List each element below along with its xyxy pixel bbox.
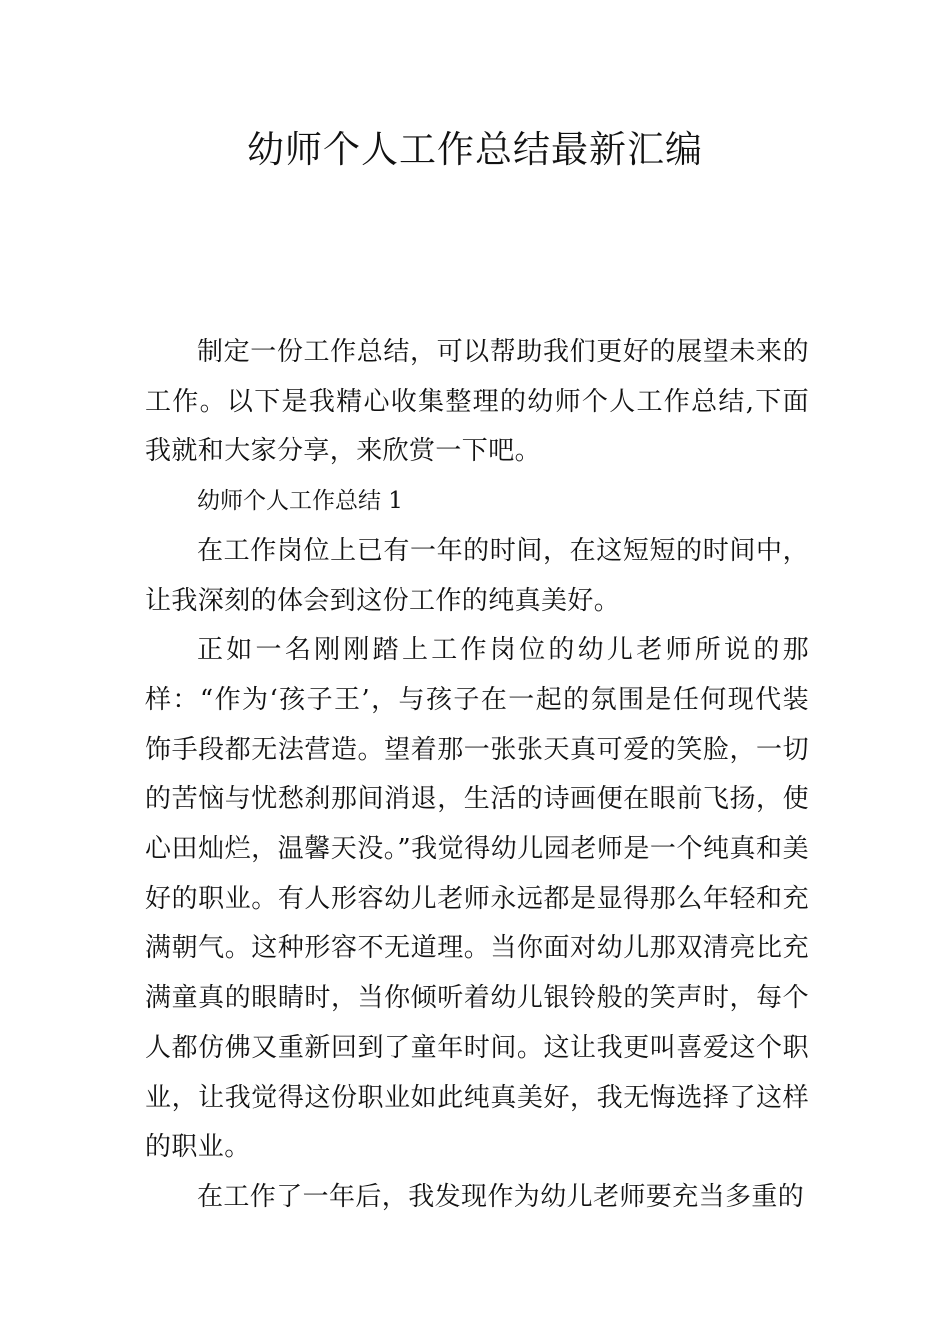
document-body <box>145 328 809 1223</box>
intro-paragraph: 制定一份工作总结，可以帮助我们更好的展望未来的工作。以下是我精心收集整理的幼师个人工作总结,下面我就和大家分享，来欣赏一下吧。 <box>145 337 809 467</box>
document-title: 幼师个人工作总结最新汇编 <box>247 128 703 171</box>
section-heading: 幼师个人工作总结 1 <box>197 488 403 515</box>
body-paragraph-2: 正如一名刚刚踏上工作岗位的幼儿老师所说的那样：“作为‘孩子王’，与孩子在一起的氛围是任何现代装饰手段都无法营造。望着那一张张天真可爱的笑脸，一切的苦恼与忧愁刹那间消退，生活的诗画便在眼前飞扬，使心田灿烂，温馨天没。”我觉得幼儿园老师是一个纯真和美好的职业。有人形容幼儿老师永远都是显得那么年轻和充满朝气。这种形容不无道理。当你面对幼儿那双清亮比充满童真的眼睛时，当你倾听着幼儿银铃般的笑声时，每个人都仿佛又重新回到了童年时间。这让我更叫喜爱这个职业，让我觉得这份职业如此纯真美好，我无悔选择了这样的职业。 <box>145 635 809 1163</box>
body-paragraph-1: 在工作岗位上已有一年的时间，在这短短的时间中，让我深刻的体会到这份工作的纯真美好。 <box>145 535 809 616</box>
body-paragraph-3: 在工作了一年后，我发现作为幼儿老师要充当多重的 <box>197 1181 805 1212</box>
